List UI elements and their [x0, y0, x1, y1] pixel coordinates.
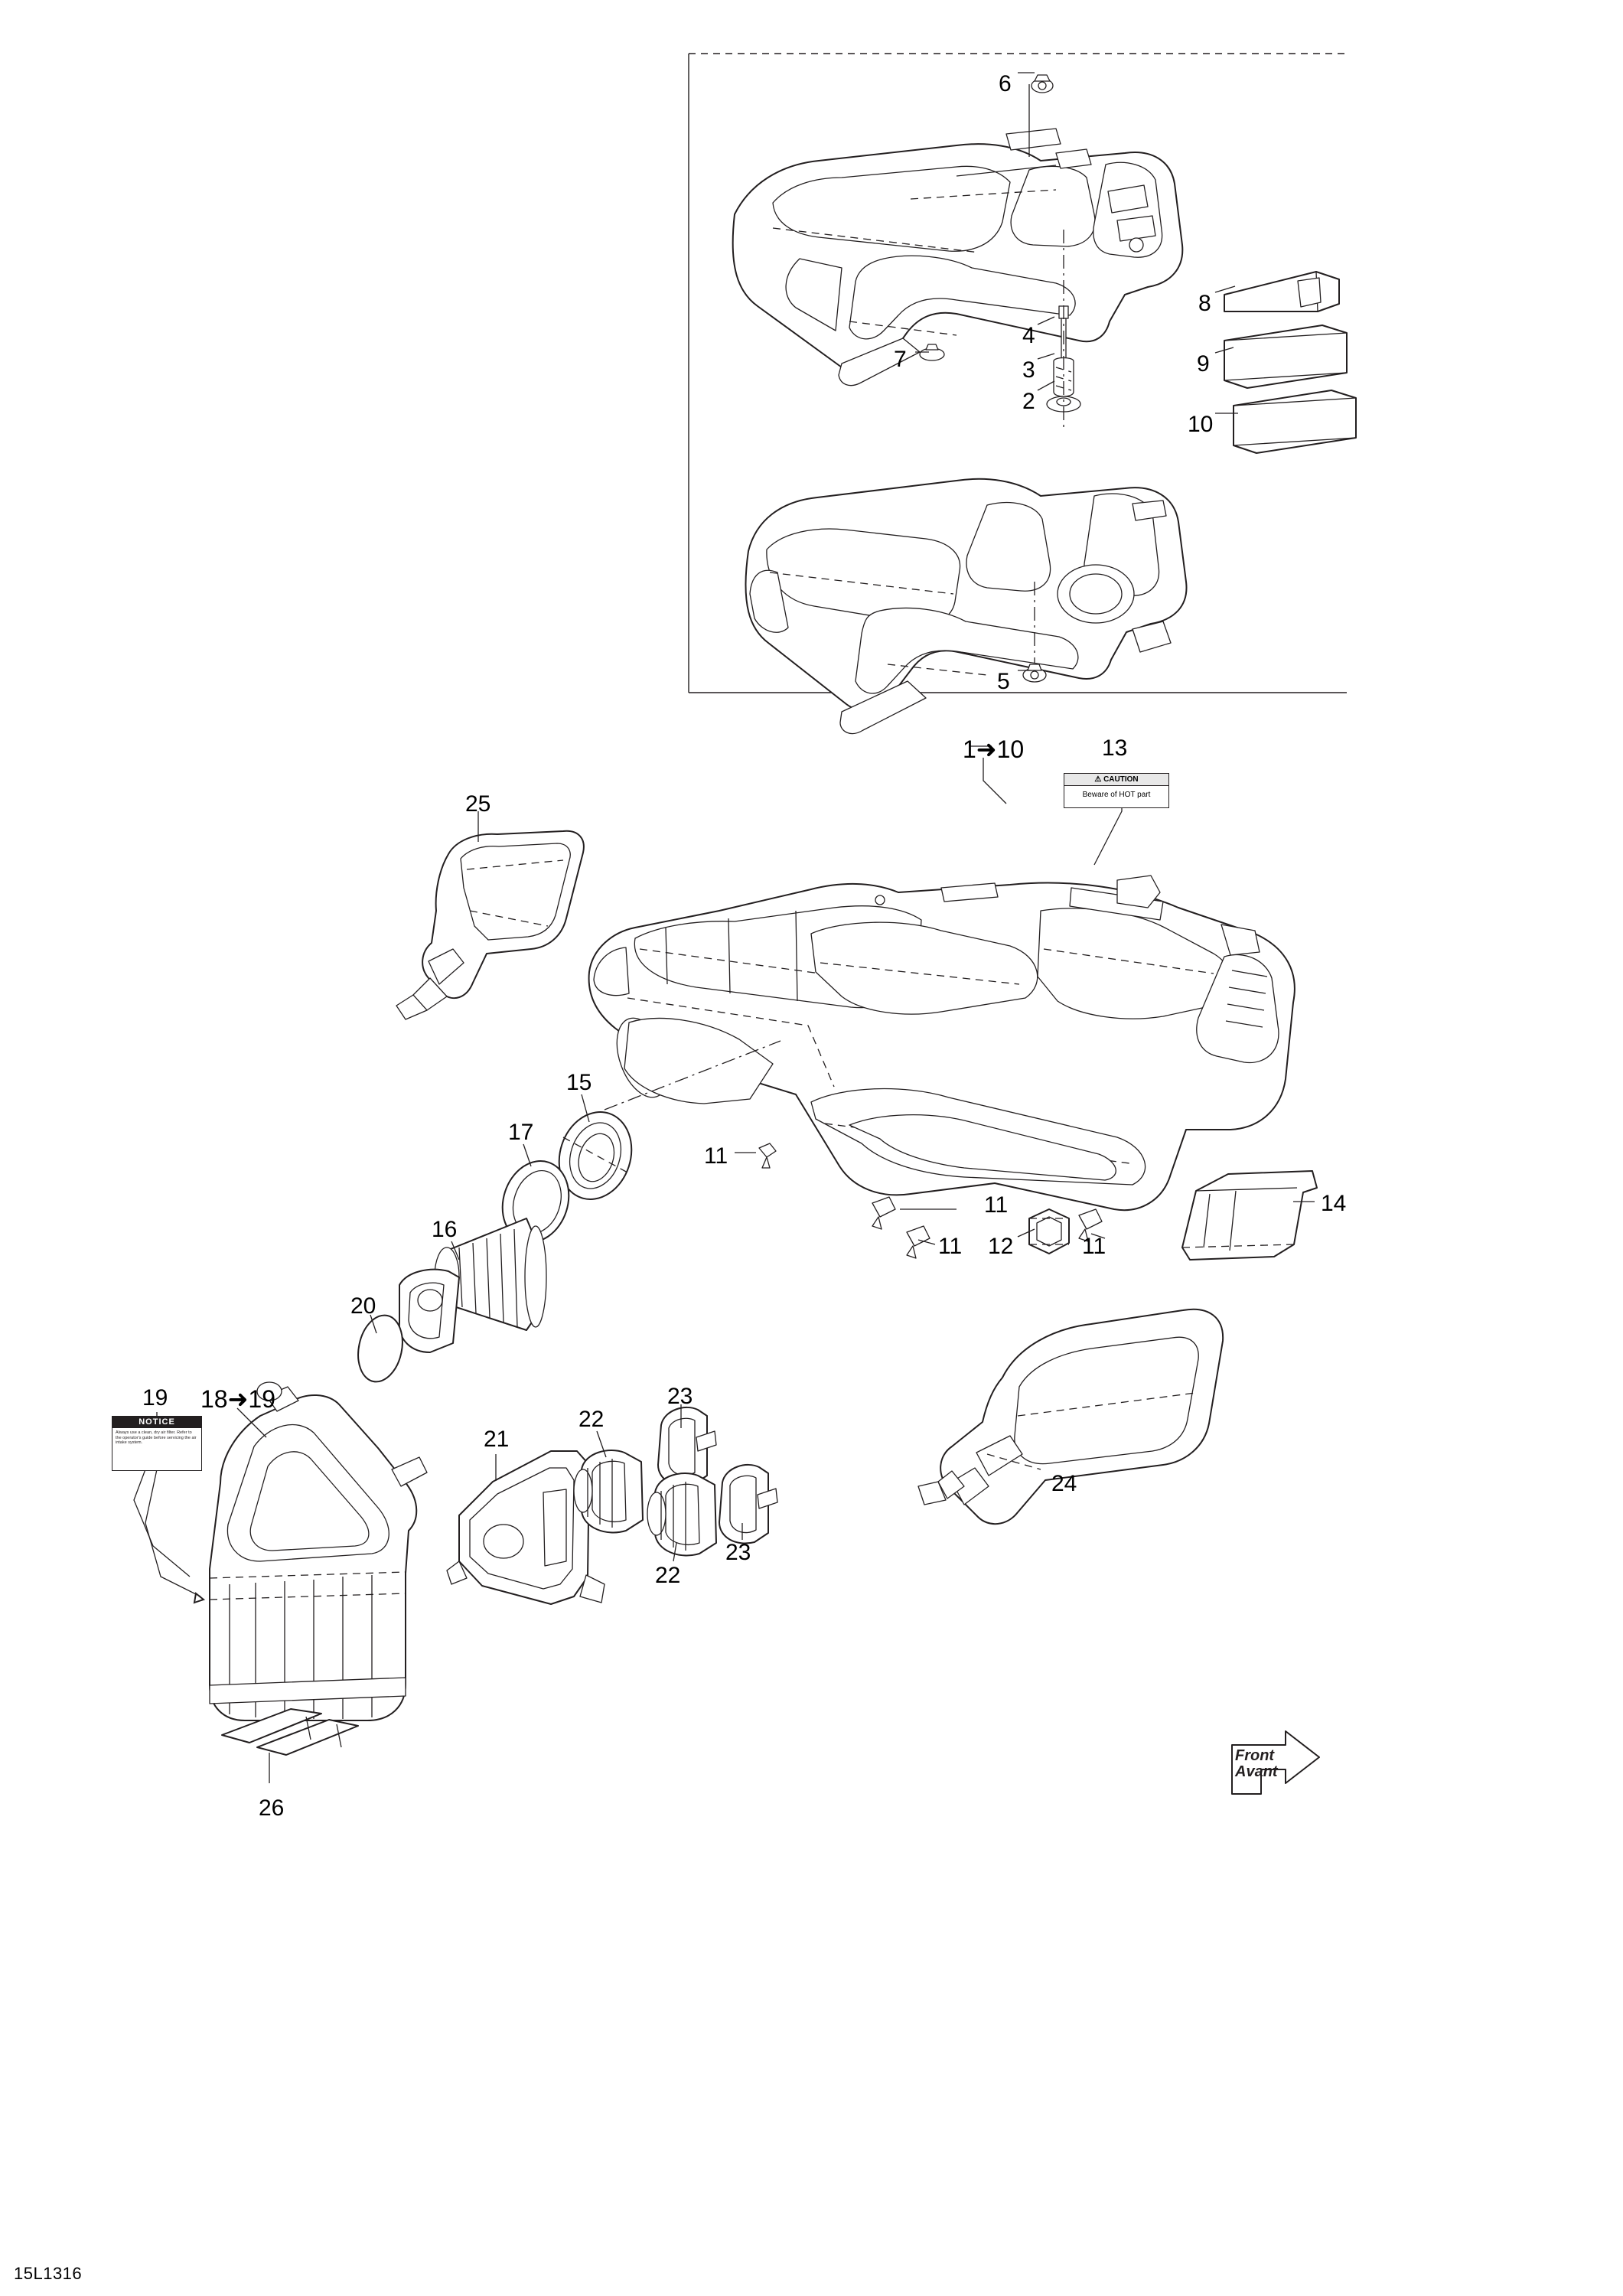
caution-decal	[1064, 773, 1169, 808]
lower-silencer-half	[745, 479, 1186, 734]
air-intake-silencer-body	[589, 876, 1295, 1210]
fastener-6	[1031, 75, 1053, 93]
callout-14: 14	[1321, 1191, 1347, 1216]
notice-decal-heading: NOTICE	[112, 1417, 201, 1428]
boot-22-b	[647, 1473, 716, 1556]
callout-16: 16	[432, 1217, 458, 1242]
callout-26: 26	[259, 1795, 285, 1821]
callout-22-a: 22	[578, 1407, 605, 1432]
leader-8	[1215, 286, 1235, 292]
leader-3	[1038, 354, 1054, 359]
callout-19: 19	[142, 1385, 168, 1411]
callout-5: 5	[997, 669, 1010, 694]
callout-6: 6	[999, 71, 1012, 96]
callout-11-c: 11	[938, 1234, 963, 1259]
callout-3: 3	[1022, 357, 1035, 383]
callout-25: 25	[465, 791, 491, 817]
callout-7: 7	[894, 347, 907, 372]
leader-notice	[145, 1469, 200, 1596]
hose-collar	[399, 1270, 459, 1352]
filter-element-10	[1234, 390, 1356, 453]
grommet-12	[1029, 1209, 1069, 1254]
front-direction-arrow	[1230, 1730, 1321, 1799]
callout-23-a: 23	[667, 1384, 693, 1409]
callout-11-b: 11	[984, 1192, 1009, 1218]
callout-13: 13	[1102, 735, 1128, 761]
leader-2	[1038, 381, 1054, 390]
air-box-18	[210, 1382, 427, 1720]
callout-1-to-10: 1➜10	[963, 735, 1025, 763]
air-duct-25	[396, 831, 584, 1019]
filter-element-8	[1224, 272, 1339, 311]
callout-22-b: 22	[655, 1563, 681, 1588]
leader-17	[523, 1144, 531, 1166]
callout-8: 8	[1198, 291, 1211, 316]
callout-12: 12	[988, 1234, 1014, 1259]
clamp-23-b	[719, 1465, 777, 1544]
upper-silencer-half	[733, 129, 1183, 386]
front-arrow-line2: Avant	[1235, 1763, 1278, 1780]
callout-17: 17	[508, 1120, 534, 1145]
clip-11-b	[872, 1197, 895, 1229]
leader-1-10	[983, 758, 1006, 804]
sheet-code: 15L1316	[14, 2264, 83, 2283]
callout-15: 15	[566, 1070, 592, 1095]
notice-decal	[112, 1416, 202, 1471]
caution-decal-body: Beware of HOT part	[1082, 791, 1151, 799]
callout-23-b: 23	[725, 1540, 751, 1565]
callout-11-d: 11	[1082, 1234, 1106, 1259]
callout-9: 9	[1197, 351, 1210, 377]
notice-decal-body: Always use a clean, dry air filter. Refer to the operator's guide before servicing the air intake system.	[116, 1430, 197, 1445]
callout-10: 10	[1188, 412, 1214, 437]
cover-14	[1182, 1171, 1317, 1260]
callout-21: 21	[484, 1427, 510, 1452]
front-arrow-line1: Front	[1235, 1747, 1275, 1764]
callout-18-to-19: 18➜19	[200, 1385, 275, 1413]
callout-11-a: 11	[704, 1143, 728, 1169]
callout-4: 4	[1022, 323, 1035, 348]
callout-24: 24	[1051, 1471, 1077, 1496]
callout-20: 20	[350, 1293, 376, 1319]
clip-11-a	[759, 1143, 776, 1168]
caution-decal-heading: ⚠ CAUTION	[1064, 774, 1168, 786]
callout-2: 2	[1022, 389, 1035, 414]
filter-element-9	[1224, 325, 1347, 388]
boot-22-a	[574, 1450, 643, 1533]
